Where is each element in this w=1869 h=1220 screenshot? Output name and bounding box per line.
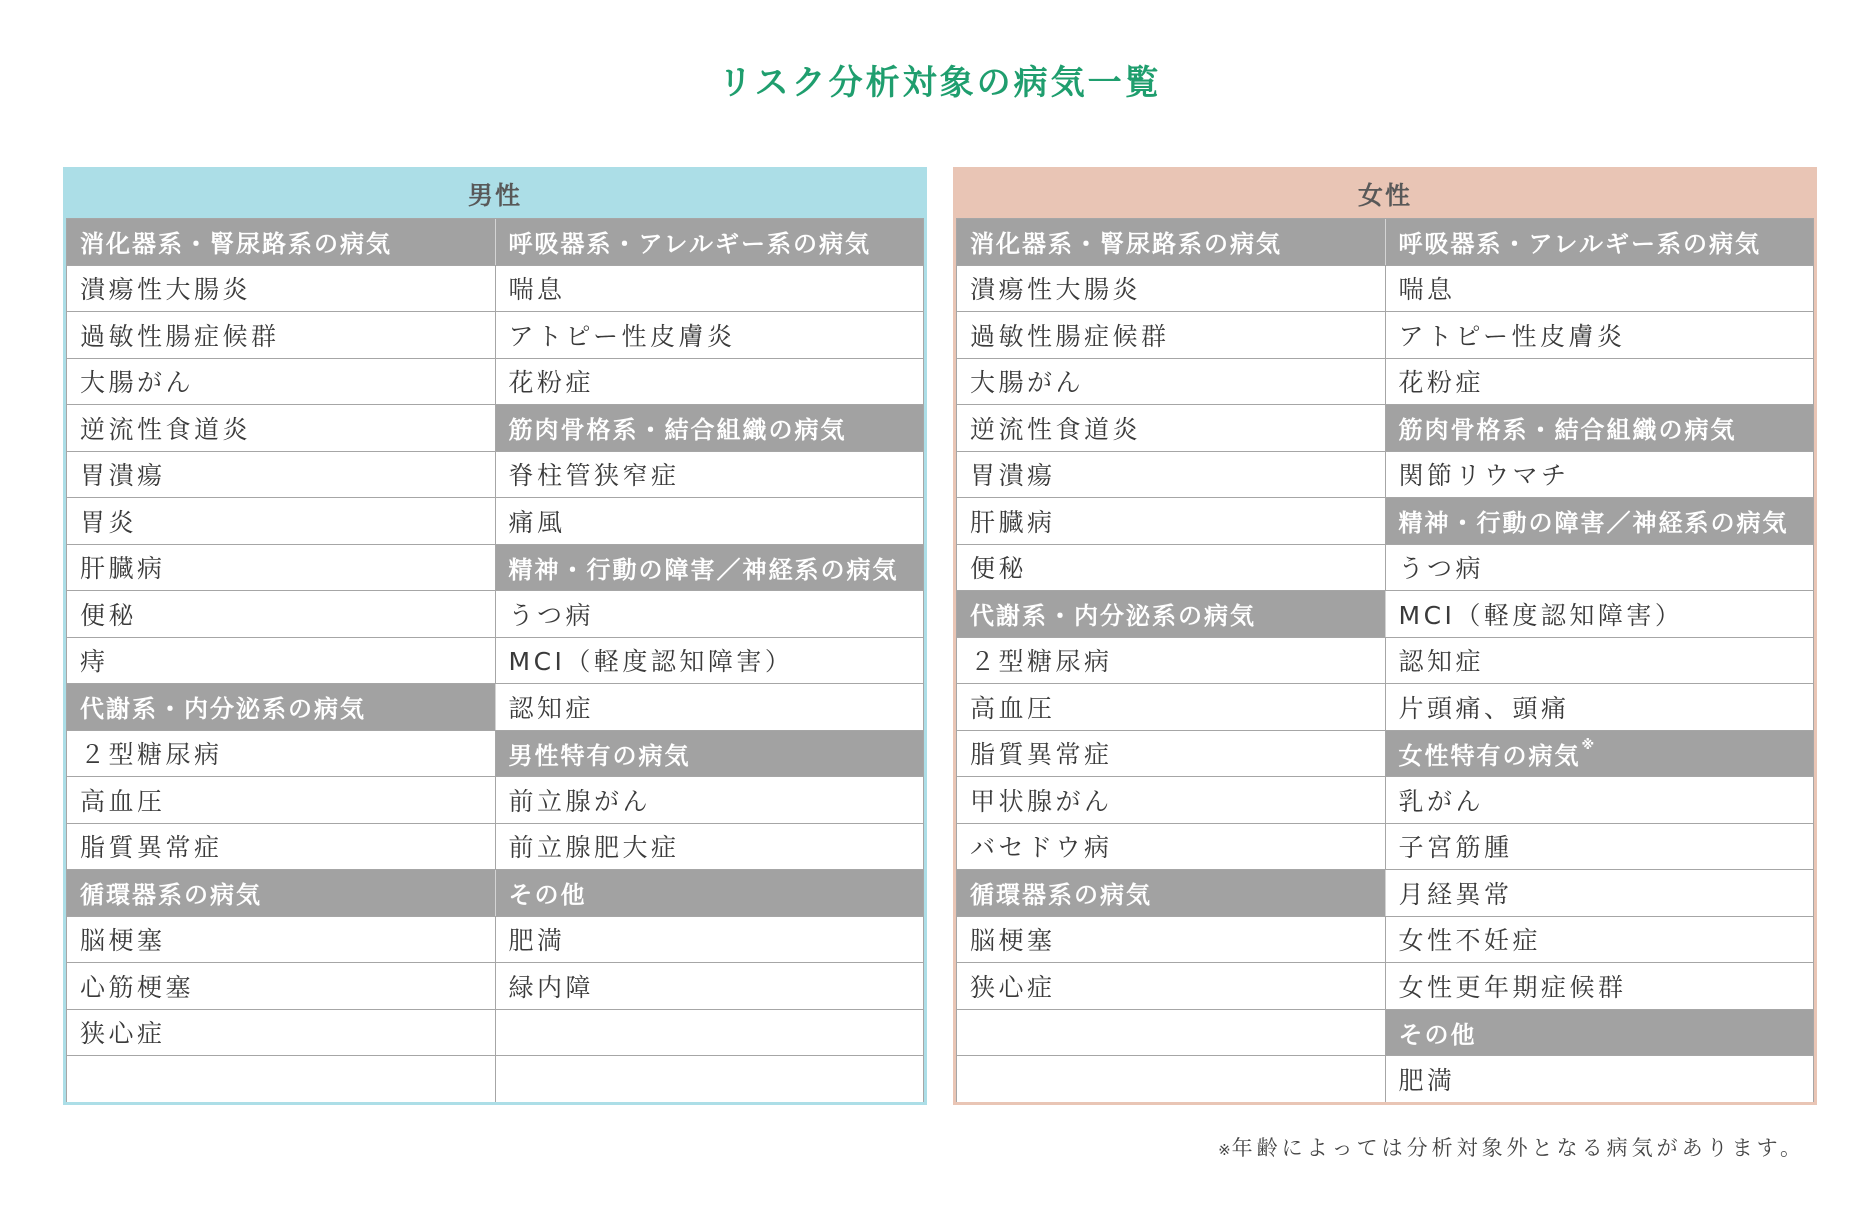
table-row: [67, 451, 923, 498]
disease-name: ２型糖尿病: [970, 647, 1113, 677]
disease-cell: [496, 359, 924, 405]
category-label: 筋肉骨格系・結合組織の病気: [508, 416, 847, 445]
disease-name: 花粉症: [508, 368, 595, 398]
female-table: [953, 167, 1817, 1105]
disease-name: 女性更年期症候群: [1398, 972, 1627, 1002]
disease-cell: [67, 963, 496, 1009]
table-row: [957, 730, 1813, 777]
disease-cell: [67, 777, 496, 823]
table-row: [67, 869, 923, 916]
table-header-female: [956, 170, 1814, 218]
table-row: [67, 683, 923, 730]
disease-name: アトピー性皮膚炎: [1398, 321, 1626, 351]
disease-name: うつ病: [1398, 554, 1485, 584]
disease-cell: [957, 359, 1386, 405]
category-header-cell: [496, 405, 924, 451]
footnote-text: 年齢によっては分析対象外となる病気があります。: [1231, 1136, 1805, 1160]
table-row: [67, 544, 923, 591]
table-row: [957, 683, 1813, 730]
disease-name: 胃潰瘍: [970, 461, 1056, 491]
table-header-label: 男性: [467, 181, 522, 210]
table-row: [957, 311, 1813, 358]
empty-cell: [496, 1010, 924, 1056]
disease-name: 関節リウマチ: [1398, 461, 1570, 491]
disease-cell: [67, 452, 496, 498]
category-header-cell: [67, 870, 496, 916]
disease-cell: [957, 917, 1386, 963]
table-row: [957, 637, 1813, 684]
disease-name: バセドウ病: [970, 833, 1113, 863]
category-header-cell: [1386, 1010, 1814, 1056]
disease-cell: [67, 591, 496, 637]
disease-cell: [1386, 638, 1814, 684]
category-header-cell: [496, 219, 924, 265]
disease-name: 脳梗塞: [80, 926, 166, 956]
disease-cell: [957, 405, 1386, 451]
category-header-cell: [67, 219, 496, 265]
disease-name: 脳梗塞: [970, 926, 1056, 956]
disease-name: 片頭痛、頭痛: [1398, 693, 1570, 723]
disease-cell: [1386, 824, 1814, 870]
disease-name: 肝臓病: [970, 507, 1056, 537]
disease-cell: [496, 312, 924, 358]
table-row: [67, 311, 923, 358]
disease-name: 脂質異常症: [80, 833, 223, 863]
disease-name: 喘息: [508, 275, 566, 305]
disease-name: 脊柱管狭窄症: [508, 461, 680, 491]
disease-cell: [67, 1010, 496, 1056]
table-row: [957, 916, 1813, 963]
category-header-cell: [1386, 498, 1814, 544]
disease-name: 過敏性腸症候群: [80, 321, 280, 351]
category-label: その他: [508, 881, 587, 910]
category-header-cell: [496, 731, 924, 777]
disease-name: 花粉症: [1398, 368, 1485, 398]
disease-name: 認知症: [1398, 647, 1485, 677]
disease-cell: [496, 777, 924, 823]
disease-name: 乳がん: [1398, 786, 1485, 816]
category-header-cell: [957, 591, 1386, 637]
disease-cell: [496, 963, 924, 1009]
disease-cell: [957, 452, 1386, 498]
disease-name: 高血圧: [970, 693, 1056, 723]
note-mark: ※: [1581, 737, 1595, 753]
category-label: 消化器系・腎尿路系の病気: [970, 230, 1282, 259]
disease-name: ２型糖尿病: [80, 740, 223, 770]
disease-name: 緑内障: [508, 972, 595, 1002]
disease-name: うつ病: [508, 600, 595, 630]
disease-cell: [1386, 359, 1814, 405]
disease-cell: [67, 266, 496, 312]
disease-cell: [496, 591, 924, 637]
disease-cell: [67, 824, 496, 870]
disease-cell: [957, 266, 1386, 312]
disease-name: 潰瘍性大腸炎: [80, 275, 252, 305]
disease-cell: [67, 917, 496, 963]
disease-name: 便秘: [80, 600, 138, 630]
disease-cell: [496, 824, 924, 870]
disease-name: 肥満: [508, 926, 566, 956]
disease-cell: [1386, 684, 1814, 730]
table-row: [67, 730, 923, 777]
table-row: [957, 823, 1813, 870]
disease-name: 過敏性腸症候群: [970, 321, 1170, 351]
empty-cell: [67, 1056, 496, 1102]
category-label: 循環器系の病気: [80, 881, 262, 910]
table-row: [67, 962, 923, 1009]
table-row: [957, 404, 1813, 451]
disease-name: 便秘: [970, 554, 1028, 584]
category-header-cell: [67, 684, 496, 730]
disease-name: 脂質異常症: [970, 740, 1113, 770]
category-label: 男性特有の病気: [508, 741, 691, 770]
table-row: [957, 451, 1813, 498]
category-label: 精神・行動の障害／神経系の病気: [1398, 509, 1789, 538]
disease-name: 認知症: [508, 693, 595, 723]
disease-cell: [1386, 452, 1814, 498]
category-label: 精神・行動の障害／神経系の病気: [508, 555, 899, 584]
disease-cell: [67, 498, 496, 544]
category-header-cell: [496, 870, 924, 916]
category-label: 呼吸器系・アレルギー系の病気: [1398, 230, 1761, 259]
table-row: [67, 916, 923, 963]
category-header-cell: [1386, 405, 1814, 451]
disease-name: 喘息: [1398, 275, 1456, 305]
table-row: [67, 1055, 923, 1102]
table-row: [67, 590, 923, 637]
table-row: [957, 358, 1813, 405]
disease-cell: [957, 963, 1386, 1009]
table-row: [67, 265, 923, 312]
disease-name: 狭心症: [970, 972, 1056, 1002]
disease-cell: [1386, 870, 1814, 916]
empty-cell: [957, 1010, 1386, 1056]
disease-cell: [957, 312, 1386, 358]
disease-cell: [496, 917, 924, 963]
table-row: [957, 544, 1813, 591]
disease-cell: [1386, 312, 1814, 358]
disease-name: 前立腺肥大症: [508, 833, 680, 863]
disease-cell: [67, 405, 496, 451]
disease-cell: [67, 731, 496, 777]
disease-cell: [957, 684, 1386, 730]
table-row: [957, 265, 1813, 312]
disease-cell: [1386, 545, 1814, 591]
disease-cell: [1386, 1056, 1814, 1102]
table-header-male: [66, 170, 924, 218]
disease-cell: [67, 312, 496, 358]
empty-cell: [957, 1056, 1386, 1102]
table-row: [67, 404, 923, 451]
disease-name: 逆流性食道炎: [970, 414, 1142, 444]
disease-name: 甲状腺がん: [970, 786, 1113, 816]
table-row: [67, 823, 923, 870]
disease-name: 女性不妊症: [1398, 926, 1542, 956]
table-row: [957, 869, 1813, 916]
category-label: 筋肉骨格系・結合組織の病気: [1398, 416, 1737, 445]
disease-name: MCI（軽度認知障害）: [1398, 600, 1684, 630]
disease-cell: [496, 638, 924, 684]
disease-cell: [957, 731, 1386, 777]
table-row: [957, 962, 1813, 1009]
disease-name: 逆流性食道炎: [80, 414, 252, 444]
disease-name: 子宮筋腫: [1398, 833, 1513, 863]
table-row: [67, 1009, 923, 1056]
category-label: その他: [1398, 1020, 1477, 1049]
disease-name: アトピー性皮膚炎: [508, 321, 736, 351]
footnote: [1218, 1133, 1805, 1165]
disease-cell: [496, 684, 924, 730]
table-row: [957, 497, 1813, 544]
table-row: [67, 776, 923, 823]
disease-name: 肥満: [1398, 1065, 1456, 1095]
table-row: [957, 218, 1813, 265]
table-row: [957, 1009, 1813, 1056]
note-mark: ※: [1218, 1141, 1232, 1159]
female-table-body: [956, 218, 1814, 1102]
table-row: [957, 590, 1813, 637]
disease-name: 大腸がん: [80, 368, 195, 398]
disease-cell: [1386, 266, 1814, 312]
empty-cell: [496, 1056, 924, 1102]
disease-name: 心筋梗塞: [80, 972, 195, 1002]
disease-name: 胃潰瘍: [80, 461, 166, 491]
disease-cell: [67, 359, 496, 405]
disease-cell: [957, 638, 1386, 684]
disease-cell: [496, 452, 924, 498]
table-header-label: 女性: [1357, 181, 1412, 210]
disease-name: 大腸がん: [970, 368, 1085, 398]
male-table: [63, 167, 927, 1105]
disease-cell: [957, 824, 1386, 870]
table-row: [67, 218, 923, 265]
table-row: [67, 637, 923, 684]
table-row: [957, 776, 1813, 823]
disease-cell: [1386, 917, 1814, 963]
disease-name: 高血圧: [80, 786, 166, 816]
disease-name: 肝臓病: [80, 554, 166, 584]
disease-name: 潰瘍性大腸炎: [970, 275, 1142, 305]
disease-cell: [957, 777, 1386, 823]
disease-cell: [1386, 963, 1814, 1009]
disease-name: 痔: [80, 647, 109, 677]
disease-cell: [67, 638, 496, 684]
disease-cell: [957, 545, 1386, 591]
category-label: 循環器系の病気: [970, 881, 1152, 910]
disease-cell: [67, 545, 496, 591]
category-label: 代謝系・内分泌系の病気: [970, 602, 1256, 631]
disease-name: MCI（軽度認知障害）: [508, 647, 794, 677]
table-row: [67, 497, 923, 544]
disease-name: 月経異常: [1398, 879, 1513, 909]
category-header-cell: [1386, 731, 1814, 777]
disease-cell: [957, 498, 1386, 544]
disease-cell: [496, 266, 924, 312]
category-label: 女性特有の病気: [1398, 741, 1581, 770]
table-row: [67, 358, 923, 405]
disease-cell: [1386, 777, 1814, 823]
category-label: 代謝系・内分泌系の病気: [80, 695, 366, 724]
page-title: リスク分析対象の病気一覧: [718, 63, 1162, 103]
disease-name: 胃炎: [80, 507, 138, 537]
disease-name: 狭心症: [80, 1019, 166, 1049]
category-header-cell: [1386, 219, 1814, 265]
category-header-cell: [496, 545, 924, 591]
disease-name: 前立腺がん: [508, 786, 652, 816]
male-table-body: [66, 218, 924, 1102]
disease-name: 痛風: [508, 507, 566, 537]
category-header-cell: [957, 219, 1386, 265]
category-header-cell: [957, 870, 1386, 916]
table-row: [957, 1055, 1813, 1102]
category-label: 消化器系・腎尿路系の病気: [80, 230, 392, 259]
disease-cell: [1386, 591, 1814, 637]
category-label: 呼吸器系・アレルギー系の病気: [508, 230, 871, 259]
disease-cell: [496, 498, 924, 544]
